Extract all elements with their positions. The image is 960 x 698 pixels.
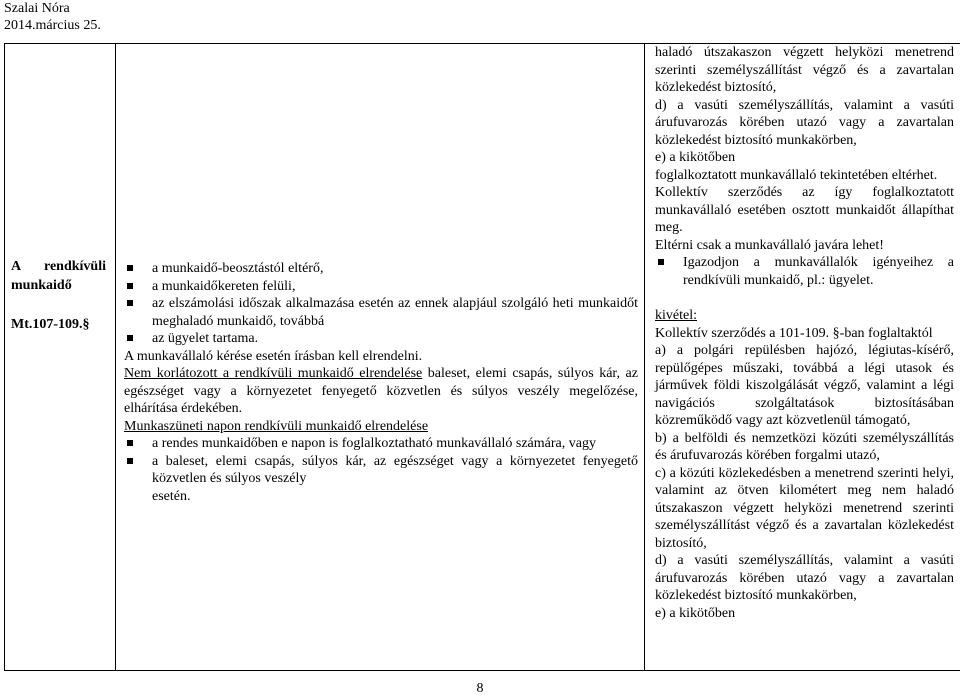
paragraph: c) a közúti közlekedésben a menetrend szerinti helyi, valamint az ötven kilométert meg nem haladó útszakaszon végzett helyközi menetrend szerinti személyszállítást végző és a zavartalan közlekedést biztosító, — [655, 465, 954, 551]
holiday-tail: esetén. — [152, 488, 191, 504]
paragraph: foglalkoztatott munkavállaló tekintetében eltérhet. — [655, 167, 938, 183]
paragraph: e) a kikötőben — [655, 150, 736, 165]
paragraph: Kollektív szerződés az így foglalkoztatott munkavállaló esetében osztott munkaidőt állapíthat meg. — [655, 185, 954, 235]
paragraph: e) a kikötőben — [655, 605, 736, 621]
exception-label: kivétel: — [655, 308, 697, 323]
paragraph: b) a belföldi és nemzetközi közúti személyszállítás és árufuvarozás körében forgalmi utazó, — [655, 430, 954, 463]
paragraph: Kollektív szerződés a 101-109. §-ban foglaltaktól — [655, 325, 933, 341]
list-item: Igazodjon a munkavállalók igényeihez a rendkívüli munkaidő, pl.: ügyelet. — [655, 254, 954, 289]
list-item: az ügyelet tartama. — [124, 330, 638, 348]
paragraph: haladó útszakaszon végzett helyközi menetrend szerinti személyszállítást végző és a zavartalan közlekedést biztosító, — [655, 45, 954, 95]
author-name: Szalai Nóra — [4, 1, 70, 16]
section-title: A rendkívüli munkaidő — [11, 259, 106, 293]
square-bullet-icon — [127, 300, 133, 306]
content-table — [4, 43, 960, 671]
rules-cell — [116, 44, 645, 671]
written-request-text: A munkavállaló kérése esetén írásban kell elrendelni. — [124, 348, 423, 364]
paragraph: a) a polgári repülésben hajózó, légiutas-kísérő, repülőgépes műszaki, továbbá a légi utasok és járművek földi kiszolgálását végző, valamint a légi navigációs szolgáltatások biztosításában közreműködő vagy azt közvetlenül támogató, — [655, 343, 954, 428]
header-date: 2014.március 25. — [4, 18, 101, 33]
paragraph: d) a vasúti személyszállítás, valamint a vasúti árufuvarozás körében utazó vagy a zavartalan közlekedést biztosító munkakörben, — [655, 97, 954, 148]
square-bullet-icon — [127, 283, 133, 289]
page-header — [4, 0, 101, 34]
exceptions-cell — [645, 44, 960, 671]
square-bullet-icon — [658, 259, 664, 265]
page-number: 8 — [476, 681, 484, 696]
paragraph: Eltérni csak a munkavállaló javára lehet! — [655, 237, 884, 253]
list-item: a rendes munkaidőben e napon is foglalkoztatható munkavállaló számára, vagy — [124, 435, 638, 453]
section-title-cell — [5, 44, 116, 671]
section-reference: Mt.107-109.§ — [11, 317, 90, 332]
square-bullet-icon — [127, 440, 133, 446]
list-item: a munkaidőkereten felüli, — [124, 278, 638, 296]
list-item: a munkaidő-beosztástól eltérő, — [124, 260, 638, 278]
list-item: a baleset, elemi csapás, súlyos kár, az egészséget vagy a környezetet fenyegető közvetlen és súlyos veszély — [124, 453, 638, 488]
unlimited-paragraph: Nem korlátozott a rendkívüli munkaidő elrendelése baleset, elemi csapás, súlyos kár, az egészséget vagy a környezetet fenyegető közvetlen és súlyos veszély megelőzése, elhárítása érdekében. — [124, 366, 638, 416]
paragraph: d) a vasúti személyszállítás, valamint a vasúti árufuvarozás körében utazó vagy a zavartalan közlekedést biztosító munkakörben, — [655, 553, 954, 603]
holiday-heading: Munkaszüneti napon rendkívüli munkaidő elrendelése — [124, 418, 429, 434]
spacer — [655, 289, 954, 307]
square-bullet-icon — [127, 265, 133, 271]
list-item: az elszámolási időszak alkalmazása esetén az ennek alapjául szolgáló heti munkaidőt meghaladó munkaidő, továbbá — [124, 295, 638, 330]
square-bullet-icon — [127, 335, 133, 341]
square-bullet-icon — [127, 458, 133, 464]
